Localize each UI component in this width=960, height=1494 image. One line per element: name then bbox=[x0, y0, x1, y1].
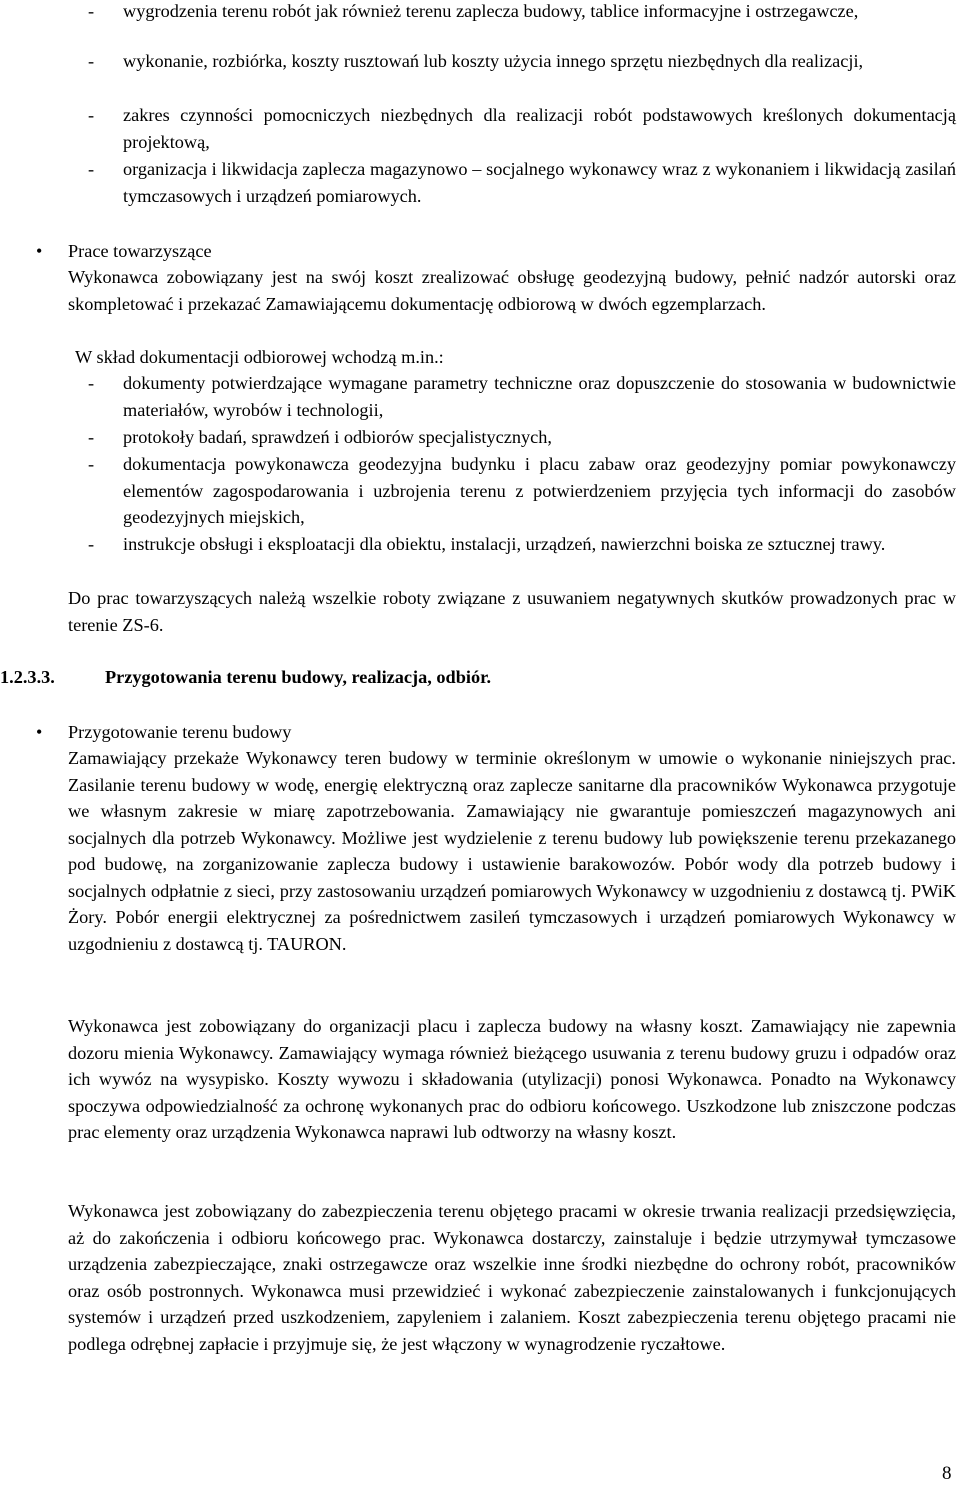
list-item bbox=[88, 102, 956, 155]
list-item-text: protokoły badań, sprawdzeń i odbiorów specjalistycznych, bbox=[123, 427, 552, 447]
list-item bbox=[88, 156, 956, 209]
list-dash: - bbox=[88, 51, 95, 71]
list-dash: - bbox=[88, 1, 95, 21]
list-item-text: organizacja i likwidacja zaplecza magazynowo – socjalnego wykonawcy wraz z wykonaniem i likwidacją zasilań tymczasowych i urządzeń pomiarowych. bbox=[123, 159, 956, 206]
list-item bbox=[88, 531, 956, 558]
list-item-text: wykonanie, rozbiórka, koszty rusztowań lub koszty użycia innego sprzętu niezbędnych dla realizacji, bbox=[123, 51, 864, 71]
list-item bbox=[88, 48, 956, 75]
list-dash: - bbox=[88, 159, 95, 179]
section-number: 1.2.3.3. bbox=[0, 667, 55, 687]
list-item-text: zakres czynności pomocniczych niezbędnych dla realizacji robót podstawowych kreślonych dokumentacją projektową, bbox=[123, 105, 956, 152]
list-item-text: dokumenty potwierdzające wymagane parametry techniczne oraz dopuszczenie do stosowania w budownictwie materiałów, wyrobów i technologii, bbox=[123, 373, 956, 420]
list-item bbox=[88, 370, 956, 423]
list-item-text: wygrodzenia terenu robót jak również terenu zaplecza budowy, tablice informacyjne i ostrzegawcze, bbox=[123, 1, 859, 21]
list-item bbox=[88, 0, 956, 25]
list-dash: - bbox=[88, 105, 95, 125]
list-dash: - bbox=[88, 534, 95, 554]
paragraph-prace-closing: Do prac towarzyszących należą wszelkie roboty związane z usuwaniem negatywnych skutków prowadzonych prac w terenie ZS-6. bbox=[68, 588, 956, 635]
paragraph-przygotowanie-1: Zamawiający przekaże Wykonawcy teren budowy w terminie określonym w umowie o wykonanie niniejszych prac. Zasilanie terenu budowy w wodę, energię elektryczną oraz zaplecze sanitarne dla pracowników Wykonawca przygotuje we własnym zakresie w miarę zapotrzebowania. Zamawiający nie gwarantuje pomieszczeń magazynowych ani socjalnych dla potrzeb Wykonawcy. Możliwe jest wydzielenie z terenu budowy lub powiększenie terenu przekazanego pod budowę, na zorganizowanie zaplecza budowy i ustawienie barakowozów. Pobór wody dla potrzeb budowy i socjalnych odpłatnie z sieci, przy zastosowaniu urządzeń pomiarowych Wykonawcy w uzgodnieniu z dostawcą tj. PWiK Żory. Pobór energii elektrycznej za pośrednictwem zasileń tymczasowych i urządzeń pomiarowych Wykonawcy w uzgodnieniu z dostawcą tj. TAURON. bbox=[68, 748, 956, 954]
page-number: 8 bbox=[942, 1463, 952, 1484]
list-item bbox=[88, 424, 956, 451]
list-intro: W skład dokumentacji odbiorowej wchodzą m.in.: bbox=[75, 347, 444, 367]
list-item bbox=[88, 451, 956, 531]
list-dash: - bbox=[88, 427, 95, 447]
bullet-icon: • bbox=[36, 722, 43, 742]
section-heading-przygotowanie: Przygotowanie terenu budowy bbox=[68, 722, 292, 742]
paragraph-przygotowanie-2: Wykonawca jest zobowiązany do organizacji placu i zaplecza budowy na własny koszt. Zamawiający nie zapewnia dozoru mienia Wykonawcy. Zamawiający wymaga również bieżącego usuwania z terenu budowy gruzu i odpadów oraz ich wywóz na wysypisko. Koszty wywozu i składowania (utylizacji) ponosi Wykonawca. Ponadto na Wykonawcy spoczywa odpowiedzialność za ochronę wykonanych prac do odbioru końcowego. Uszkodzone lub zniszczone podczas prac elementy oraz urządzenia Wykonawca naprawi lub odtworzy na własny koszt. bbox=[68, 1016, 956, 1142]
section-heading-prace: Prace towarzyszące bbox=[68, 241, 212, 261]
list-dash: - bbox=[88, 454, 95, 474]
list-item-text: instrukcje obsługi i eksploatacji dla obiektu, instalacji, urządzeń, nawierzchni boiska ze sztucznej trawy. bbox=[123, 534, 886, 554]
paragraph-przygotowanie-3: Wykonawca jest zobowiązany do zabezpieczenia terenu objętego pracami w okresie trwania realizacji przedsięwzięcia, aż do zakończenia i odbioru końcowego prac. Wykonawca dostarczy, zainstaluje i będzie utrzymywał tymczasowe urządzenia zabezpieczające, znaki ostrzegawcze oraz wszelkie inne środki niezbędne do ochrony robót, pracowników oraz osób postronnych. Wykonawca musi przewidzieć i wykonać zabezpieczenie zainstalowanych i funkcjonujących systemów i urządzeń przed uszkodzeniem, zapyleniem i zalaniem. Koszt zabezpieczenia terenu objętego pracami nie podlega odrębnej zapłacie i przyjmuje się, że jest włączony w wynagrodzenie ryczałtowe. bbox=[68, 1201, 956, 1354]
section-title: Przygotowania terenu budowy, realizacja, odbiór. bbox=[105, 667, 492, 687]
list-dash: - bbox=[88, 373, 95, 393]
bullet-icon: • bbox=[36, 241, 43, 261]
paragraph-prace-intro: Wykonawca zobowiązany jest na swój koszt zrealizować obsługę geodezyjną budowy, pełnić nadzór autorski oraz skompletować i przekazać Zamawiającemu dokumentację odbiorową w dwóch egzemplarzach. bbox=[68, 267, 956, 314]
list-item-text: dokumentacja powykonawcza geodezyjna budynku i placu zabaw oraz geodezyjny pomiar powykonawczy elementów zagospodarowania i uzbrojenia terenu z potwierdzeniem przyjęcia tych informacji do zasobów geodezyjnych miejskich, bbox=[123, 454, 956, 527]
